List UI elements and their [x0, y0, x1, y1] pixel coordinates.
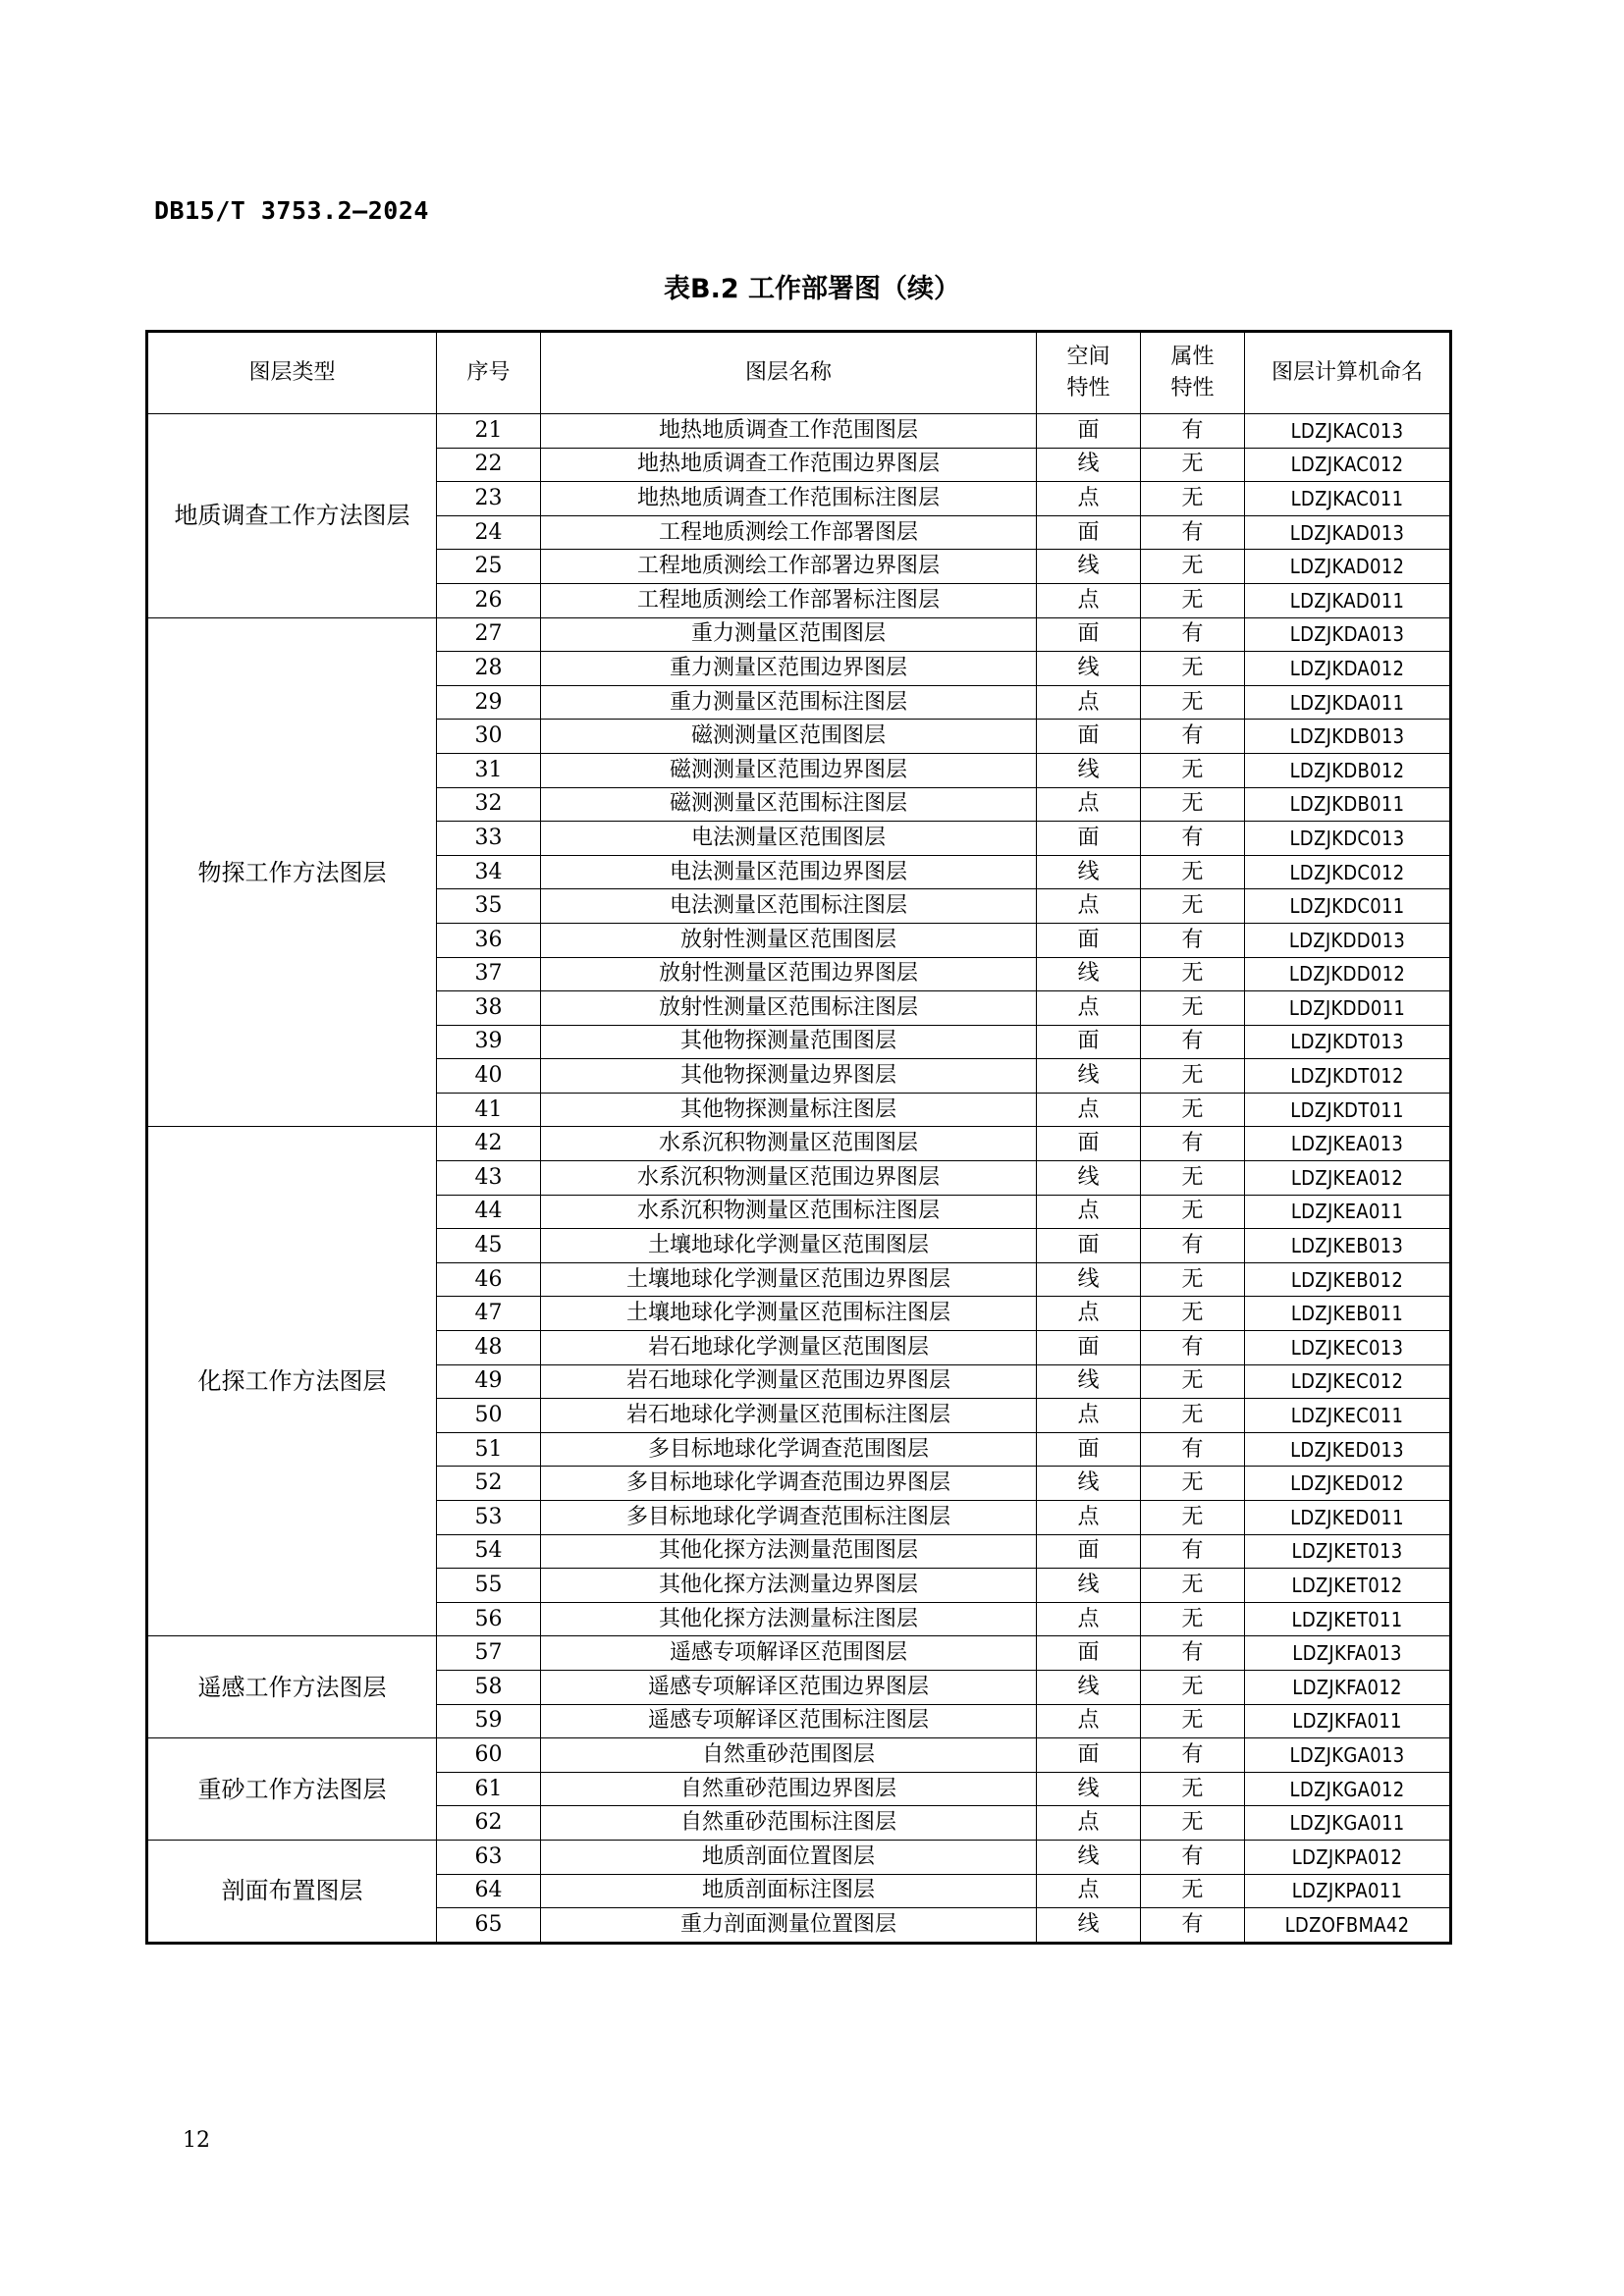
layer-name-cell: 地热地质调查工作范围图层: [541, 414, 1037, 449]
layer-attribute-cell: 无: [1141, 1602, 1245, 1636]
header-attribute: [1141, 332, 1245, 414]
table-title: 表B.2 工作部署图（续）: [663, 274, 961, 304]
layer-index-cell: 39: [437, 1025, 541, 1059]
layer-spatial-cell: 线: [1037, 1840, 1141, 1874]
layer-code-cell: LDZJKDA012: [1245, 652, 1451, 686]
layer-spatial-cell: 线: [1037, 957, 1141, 991]
layer-spatial-cell: 面: [1037, 1738, 1141, 1773]
layer-attribute-cell: 有: [1141, 923, 1245, 957]
layer-name-cell: 电法测量区范围图层: [541, 822, 1037, 856]
layer-name-cell: 自然重砂范围标注图层: [541, 1806, 1037, 1841]
layer-spatial-cell: 面: [1037, 1025, 1141, 1059]
layer-category-cell: 化探工作方法图层: [147, 1127, 437, 1636]
layer-index-cell: 54: [437, 1534, 541, 1569]
layer-code-cell: LDZJKDT011: [1245, 1093, 1451, 1127]
layer-name-cell: 自然重砂范围边界图层: [541, 1772, 1037, 1806]
layer-attribute-cell: 无: [1141, 787, 1245, 822]
layer-index-cell: 44: [437, 1195, 541, 1229]
layer-code-cell: LDZJKET013: [1245, 1534, 1451, 1569]
layer-index-cell: 26: [437, 583, 541, 617]
layer-index-cell: 47: [437, 1297, 541, 1331]
layer-code-cell: LDZJKAC013: [1245, 414, 1451, 449]
layer-code-cell: LDZJKDB011: [1245, 787, 1451, 822]
layer-spatial-cell: 面: [1037, 1331, 1141, 1365]
layer-code-cell: LDZJKAC012: [1245, 448, 1451, 482]
layer-attribute-cell: 无: [1141, 652, 1245, 686]
layer-spatial-cell: 点: [1037, 1602, 1141, 1636]
layer-index-cell: 57: [437, 1636, 541, 1671]
layer-index-cell: 49: [437, 1364, 541, 1399]
layer-attribute-cell: 无: [1141, 1670, 1245, 1704]
layer-code-cell: LDZJKEA011: [1245, 1195, 1451, 1229]
layer-attribute-cell: 有: [1141, 1432, 1245, 1467]
layer-spatial-cell: 线: [1037, 1467, 1141, 1501]
layer-spatial-cell: 点: [1037, 889, 1141, 924]
layer-code-cell: LDZOFBMA42: [1245, 1908, 1451, 1944]
layer-spatial-cell: 线: [1037, 448, 1141, 482]
layer-index-cell: 46: [437, 1262, 541, 1297]
layer-index-cell: 24: [437, 515, 541, 550]
layer-name-cell: 其他物探测量边界图层: [541, 1059, 1037, 1094]
layer-attribute-cell: 无: [1141, 1467, 1245, 1501]
layer-code-cell: LDZJKPA012: [1245, 1840, 1451, 1874]
layer-spatial-cell: 线: [1037, 652, 1141, 686]
layer-spatial-cell: 点: [1037, 1093, 1141, 1127]
layer-code-cell: LDZJKAD011: [1245, 583, 1451, 617]
layer-attribute-cell: 有: [1141, 1738, 1245, 1773]
layer-attribute-cell: 无: [1141, 1364, 1245, 1399]
layer-name-cell: 重力剖面测量位置图层: [541, 1908, 1037, 1944]
page-number: 12: [183, 2128, 210, 2153]
layer-spatial-cell: 点: [1037, 482, 1141, 516]
layer-index-cell: 52: [437, 1467, 541, 1501]
table-body: [147, 414, 1451, 1944]
layer-code-cell: LDZJKAD012: [1245, 550, 1451, 584]
layer-spatial-cell: 线: [1037, 1772, 1141, 1806]
layer-category-cell: 重砂工作方法图层: [147, 1738, 437, 1841]
layer-spatial-cell: 面: [1037, 414, 1141, 449]
layer-index-cell: 29: [437, 685, 541, 720]
layer-attribute-cell: 有: [1141, 1127, 1245, 1161]
layer-name-cell: 岩石地球化学测量区范围标注图层: [541, 1399, 1037, 1433]
layer-category-cell: 剖面布置图层: [147, 1840, 437, 1943]
layer-code-cell: LDZJKDC011: [1245, 889, 1451, 924]
layer-attribute-cell: 有: [1141, 515, 1245, 550]
layer-attribute-cell: 有: [1141, 1331, 1245, 1365]
layer-spatial-cell: 线: [1037, 1908, 1141, 1944]
table-row: [147, 1636, 1451, 1671]
layer-index-cell: 37: [437, 957, 541, 991]
layer-index-cell: 34: [437, 855, 541, 889]
layer-index-cell: 60: [437, 1738, 541, 1773]
layer-name-cell: 遥感专项解译区范围边界图层: [541, 1670, 1037, 1704]
layer-spatial-cell: 点: [1037, 991, 1141, 1026]
layer-name-cell: 磁测测量区范围标注图层: [541, 787, 1037, 822]
layer-attribute-cell: 无: [1141, 957, 1245, 991]
layer-code-cell: LDZJKDA013: [1245, 617, 1451, 652]
layer-name-cell: 自然重砂范围图层: [541, 1738, 1037, 1773]
layer-code-cell: LDZJKDD013: [1245, 923, 1451, 957]
layer-code-cell: LDZJKFA011: [1245, 1704, 1451, 1738]
layer-name-cell: 工程地质测绘工作部署标注图层: [541, 583, 1037, 617]
layer-category-cell: 物探工作方法图层: [147, 617, 437, 1127]
layer-index-cell: 32: [437, 787, 541, 822]
layer-code-cell: LDZJKGA011: [1245, 1806, 1451, 1841]
layer-code-cell: LDZJKEB013: [1245, 1229, 1451, 1263]
layer-index-cell: 35: [437, 889, 541, 924]
layer-attribute-cell: 无: [1141, 1195, 1245, 1229]
layer-attribute-cell: 无: [1141, 1093, 1245, 1127]
layer-attribute-cell: 无: [1141, 753, 1245, 787]
layer-name-cell: 重力测量区范围标注图层: [541, 685, 1037, 720]
layer-attribute-cell: 无: [1141, 550, 1245, 584]
layer-index-cell: 59: [437, 1704, 541, 1738]
layer-category-cell: 地质调查工作方法图层: [147, 414, 437, 618]
layer-attribute-cell: 无: [1141, 1501, 1245, 1535]
layer-code-cell: LDZJKET012: [1245, 1569, 1451, 1603]
layer-spatial-cell: 线: [1037, 1364, 1141, 1399]
layer-index-cell: 58: [437, 1670, 541, 1704]
layer-index-cell: 55: [437, 1569, 541, 1603]
layer-name-cell: 水系沉积物测量区范围边界图层: [541, 1161, 1037, 1196]
layer-attribute-cell: 无: [1141, 889, 1245, 924]
layer-name-cell: 放射性测量区范围边界图层: [541, 957, 1037, 991]
layer-index-cell: 22: [437, 448, 541, 482]
layer-code-cell: LDZJKEC013: [1245, 1331, 1451, 1365]
layer-name-cell: 岩石地球化学测量区范围图层: [541, 1331, 1037, 1365]
layer-index-cell: 23: [437, 482, 541, 516]
layer-attribute-cell: 无: [1141, 1399, 1245, 1433]
layer-code-cell: LDZJKGA013: [1245, 1738, 1451, 1773]
layer-attribute-cell: 无: [1141, 1874, 1245, 1908]
layer-name-cell: 水系沉积物测量区范围图层: [541, 1127, 1037, 1161]
layer-attribute-cell: 无: [1141, 855, 1245, 889]
layer-index-cell: 51: [437, 1432, 541, 1467]
layer-code-cell: LDZJKDD011: [1245, 991, 1451, 1026]
layer-index-cell: 41: [437, 1093, 541, 1127]
layer-attribute-cell: 无: [1141, 482, 1245, 516]
layer-index-cell: 53: [437, 1501, 541, 1535]
layer-spatial-cell: 面: [1037, 1432, 1141, 1467]
layer-index-cell: 36: [437, 923, 541, 957]
table-row: [147, 617, 1451, 652]
layer-category-cell: 遥感工作方法图层: [147, 1636, 437, 1738]
layer-attribute-cell: 无: [1141, 1297, 1245, 1331]
layer-name-cell: 电法测量区范围边界图层: [541, 855, 1037, 889]
header-spatial-line1: 空间: [1066, 345, 1110, 369]
layer-name-cell: 工程地质测绘工作部署边界图层: [541, 550, 1037, 584]
layer-code-cell: LDZJKEC011: [1245, 1399, 1451, 1433]
layer-spatial-cell: 点: [1037, 1297, 1141, 1331]
layer-name-cell: 工程地质测绘工作部署图层: [541, 515, 1037, 550]
layer-index-cell: 27: [437, 617, 541, 652]
layer-index-cell: 25: [437, 550, 541, 584]
layer-name-cell: 多目标地球化学调查范围边界图层: [541, 1467, 1037, 1501]
layer-code-cell: LDZJKDC012: [1245, 855, 1451, 889]
layer-code-cell: LDZJKFA012: [1245, 1670, 1451, 1704]
layer-index-cell: 45: [437, 1229, 541, 1263]
layer-spatial-cell: 面: [1037, 923, 1141, 957]
layer-index-cell: 43: [437, 1161, 541, 1196]
layer-code-cell: LDZJKFA013: [1245, 1636, 1451, 1671]
layer-code-cell: LDZJKDT012: [1245, 1059, 1451, 1094]
layer-name-cell: 水系沉积物测量区范围标注图层: [541, 1195, 1037, 1229]
layer-attribute-cell: 有: [1141, 1908, 1245, 1944]
document-code: DB15/T 3753.2—2024: [154, 196, 429, 225]
layer-attribute-cell: 有: [1141, 1636, 1245, 1671]
layer-code-cell: LDZJKAC011: [1245, 482, 1451, 516]
layer-index-cell: 65: [437, 1908, 541, 1944]
layer-name-cell: 土壤地球化学测量区范围图层: [541, 1229, 1037, 1263]
layer-attribute-cell: 无: [1141, 1772, 1245, 1806]
layer-index-cell: 50: [437, 1399, 541, 1433]
layer-spatial-cell: 面: [1037, 822, 1141, 856]
layer-index-cell: 31: [437, 753, 541, 787]
layer-name-cell: 岩石地球化学测量区范围边界图层: [541, 1364, 1037, 1399]
layer-name-cell: 土壤地球化学测量区范围标注图层: [541, 1297, 1037, 1331]
layer-code-cell: LDZJKDA011: [1245, 685, 1451, 720]
layer-index-cell: 42: [437, 1127, 541, 1161]
layer-spatial-cell: 面: [1037, 1534, 1141, 1569]
layer-attribute-cell: 有: [1141, 822, 1245, 856]
layer-spatial-cell: 面: [1037, 515, 1141, 550]
layer-code-cell: LDZJKEB012: [1245, 1262, 1451, 1297]
layer-spatial-cell: 点: [1037, 1501, 1141, 1535]
layer-spatial-cell: 点: [1037, 1195, 1141, 1229]
layer-name-cell: 多目标地球化学调查范围图层: [541, 1432, 1037, 1467]
layer-spatial-cell: 面: [1037, 720, 1141, 754]
layer-spatial-cell: 点: [1037, 1704, 1141, 1738]
layer-spatial-cell: 线: [1037, 753, 1141, 787]
layer-name-cell: 遥感专项解译区范围图层: [541, 1636, 1037, 1671]
header-code: 图层计算机命名: [1245, 332, 1451, 414]
layer-index-cell: 61: [437, 1772, 541, 1806]
layer-index-cell: 56: [437, 1602, 541, 1636]
layer-name-cell: 遥感专项解译区范围标注图层: [541, 1704, 1037, 1738]
layer-name-cell: 重力测量区范围图层: [541, 617, 1037, 652]
layer-name-cell: 其他物探测量标注图层: [541, 1093, 1037, 1127]
layer-code-cell: LDZJKED011: [1245, 1501, 1451, 1535]
layer-code-cell: LDZJKGA012: [1245, 1772, 1451, 1806]
layer-code-cell: LDZJKDD012: [1245, 957, 1451, 991]
layer-attribute-cell: 无: [1141, 1806, 1245, 1841]
layer-code-cell: LDZJKEC012: [1245, 1364, 1451, 1399]
table-row: [147, 414, 1451, 449]
layer-spatial-cell: 面: [1037, 1229, 1141, 1263]
layer-name-cell: 磁测测量区范围图层: [541, 720, 1037, 754]
layer-index-cell: 21: [437, 414, 541, 449]
layer-index-cell: 64: [437, 1874, 541, 1908]
layer-spatial-cell: 线: [1037, 1262, 1141, 1297]
layer-index-cell: 33: [437, 822, 541, 856]
layer-index-cell: 40: [437, 1059, 541, 1094]
layer-name-cell: 地热地质调查工作范围标注图层: [541, 482, 1037, 516]
layer-attribute-cell: 有: [1141, 1229, 1245, 1263]
table-header-row: [147, 332, 1451, 414]
layer-code-cell: LDZJKDT013: [1245, 1025, 1451, 1059]
layer-attribute-cell: 有: [1141, 414, 1245, 449]
layer-code-cell: LDZJKDB013: [1245, 720, 1451, 754]
layer-code-cell: LDZJKEB011: [1245, 1297, 1451, 1331]
layer-name-cell: 电法测量区范围标注图层: [541, 889, 1037, 924]
layer-index-cell: 28: [437, 652, 541, 686]
header-name: 图层名称: [541, 332, 1037, 414]
layer-index-cell: 38: [437, 991, 541, 1026]
layer-index-cell: 48: [437, 1331, 541, 1365]
header-category: 图层类型: [147, 332, 437, 414]
layer-attribute-cell: 有: [1141, 1840, 1245, 1874]
layer-name-cell: 其他化探方法测量范围图层: [541, 1534, 1037, 1569]
layer-spatial-cell: 线: [1037, 1059, 1141, 1094]
layer-code-cell: LDZJKED012: [1245, 1467, 1451, 1501]
layer-attribute-cell: 无: [1141, 1161, 1245, 1196]
layer-index-cell: 30: [437, 720, 541, 754]
layer-spatial-cell: 点: [1037, 685, 1141, 720]
layer-code-cell: LDZJKPA011: [1245, 1874, 1451, 1908]
layer-attribute-cell: 无: [1141, 1262, 1245, 1297]
layer-code-cell: LDZJKEA013: [1245, 1127, 1451, 1161]
layer-spatial-cell: 点: [1037, 1806, 1141, 1841]
layer-name-cell: 其他化探方法测量边界图层: [541, 1569, 1037, 1603]
layer-attribute-cell: 无: [1141, 1059, 1245, 1094]
layer-attribute-cell: 有: [1141, 720, 1245, 754]
layer-attribute-cell: 无: [1141, 1569, 1245, 1603]
layer-spatial-cell: 线: [1037, 855, 1141, 889]
layer-attribute-cell: 无: [1141, 1704, 1245, 1738]
header-attribute-line2: 特性: [1170, 376, 1215, 400]
layer-name-cell: 土壤地球化学测量区范围边界图层: [541, 1262, 1037, 1297]
layer-code-cell: LDZJKDC013: [1245, 822, 1451, 856]
layer-spatial-cell: 点: [1037, 1399, 1141, 1433]
layer-attribute-cell: 有: [1141, 1534, 1245, 1569]
layer-spatial-cell: 线: [1037, 550, 1141, 584]
layer-code-cell: LDZJKAD013: [1245, 515, 1451, 550]
layer-name-cell: 地质剖面位置图层: [541, 1840, 1037, 1874]
header-spatial: [1037, 332, 1141, 414]
layer-index-cell: 62: [437, 1806, 541, 1841]
layer-code-cell: LDZJKED013: [1245, 1432, 1451, 1467]
header-index: 序号: [437, 332, 541, 414]
layer-attribute-cell: 无: [1141, 448, 1245, 482]
layer-name-cell: 放射性测量区范围图层: [541, 923, 1037, 957]
layer-attribute-cell: 有: [1141, 617, 1245, 652]
layer-table: [145, 330, 1452, 1945]
layer-name-cell: 地质剖面标注图层: [541, 1874, 1037, 1908]
layer-attribute-cell: 无: [1141, 583, 1245, 617]
layer-name-cell: 其他物探测量范围图层: [541, 1025, 1037, 1059]
layer-spatial-cell: 线: [1037, 1670, 1141, 1704]
layer-attribute-cell: 有: [1141, 1025, 1245, 1059]
header-spatial-line2: 特性: [1066, 376, 1110, 400]
layer-name-cell: 重力测量区范围边界图层: [541, 652, 1037, 686]
layer-attribute-cell: 无: [1141, 991, 1245, 1026]
layer-code-cell: LDZJKET011: [1245, 1602, 1451, 1636]
layer-spatial-cell: 点: [1037, 787, 1141, 822]
layer-spatial-cell: 面: [1037, 1127, 1141, 1161]
layer-code-cell: LDZJKEA012: [1245, 1161, 1451, 1196]
table-row: [147, 1738, 1451, 1773]
layer-spatial-cell: 线: [1037, 1161, 1141, 1196]
layer-name-cell: 地热地质调查工作范围边界图层: [541, 448, 1037, 482]
layer-name-cell: 磁测测量区范围边界图层: [541, 753, 1037, 787]
layer-spatial-cell: 面: [1037, 617, 1141, 652]
layer-attribute-cell: 无: [1141, 685, 1245, 720]
layer-name-cell: 多目标地球化学调查范围标注图层: [541, 1501, 1037, 1535]
layer-spatial-cell: 面: [1037, 1636, 1141, 1671]
layer-name-cell: 放射性测量区范围标注图层: [541, 991, 1037, 1026]
table-row: [147, 1840, 1451, 1874]
layer-index-cell: 63: [437, 1840, 541, 1874]
layer-code-cell: LDZJKDB012: [1245, 753, 1451, 787]
layer-spatial-cell: 线: [1037, 1569, 1141, 1603]
header-attribute-line1: 属性: [1170, 345, 1215, 369]
layer-name-cell: 其他化探方法测量标注图层: [541, 1602, 1037, 1636]
table-row: [147, 1127, 1451, 1161]
layer-spatial-cell: 点: [1037, 1874, 1141, 1908]
layer-spatial-cell: 点: [1037, 583, 1141, 617]
